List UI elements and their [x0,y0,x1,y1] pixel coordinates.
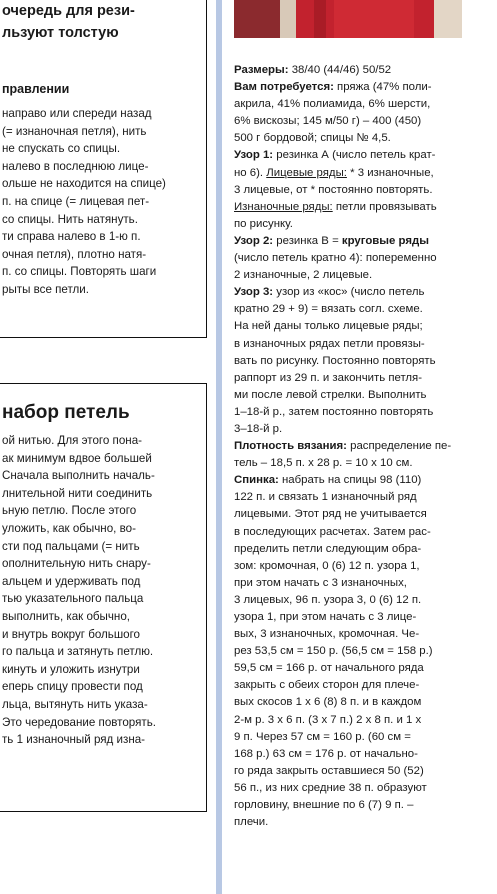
sizes-line: Размеры: 38/40 (44/46) 50/52 [234,64,392,76]
text-line: тель – 18,5 п. х 28 р. = 10 х 10 см. [234,457,413,470]
text-line: ьную петлю. После этого [2,504,137,518]
text-line: ой нитью. Для этого пона- [2,434,142,447]
text-line: го ряда закрыть оставшиеся 50 (52) [234,764,424,777]
text-line: п. на спице (= лицевая пет- [2,194,150,208]
text-line: не спускать со спицы. [2,142,121,156]
text-line: в изнаночных рядах петли провязы- [234,337,425,350]
text-line: (= изнаночная петля), нить [2,124,147,138]
text-line: ти справа налево в 1-ю п. [2,230,141,244]
text-line: (число петель кратно 4): попеременно [234,252,437,265]
text-line: 500 г бордовой; спицы № 4,5. [234,132,391,145]
text-line: 9 п. Через 57 см = 160 р. (60 см = [234,730,411,743]
text-line: акрила, 41% полиамида, 6% шерсти, [234,98,431,111]
box-body-top [2,105,166,299]
text-line: 56 п., из них средние 38 п. образуют [234,781,427,794]
text-line: го пальца и затянуть петлю. [2,645,154,659]
text-line: 3 лицевых, 96 п. узора 3, 0 (6) 12 п. [234,593,422,606]
materials-line: Вам потребуется: пряжа (47% поли- [234,81,432,94]
text-line: вать по рисунку. Постоянно повторять [234,354,436,367]
text-line: 122 п. и связать 1 изнаночный ряд [234,491,417,504]
text-line: закрыть с обеих сторон для плече- [234,679,420,692]
instructions-box-bottom [0,383,207,812]
text-line: и внутрь вокруг большого [2,627,140,641]
text-line: со спицы. Нить натянуть. [2,212,138,226]
instructions-box-top [0,0,207,338]
text-line: зом: кромочная, 0 (6) 12 п. узора 1, [234,559,420,572]
text-line: ополнительную нить снару- [2,557,151,571]
text-line: ак минимум вдвое большей [2,451,152,465]
text-line: раппорт из 29 п. и закончить петля- [234,371,423,384]
box-subheading: правлении [2,82,70,96]
text-line: кинуть и уложить изнутри [2,662,140,676]
box-heading-line2: льзуют толстую [2,25,119,41]
text-line: пределить петли следующим обра- [234,542,422,555]
text-line: еперь спицу провести под [2,680,143,694]
text-line: Это чередование повторять. [2,715,156,729]
text-line: альцем и удерживать под [2,574,141,588]
text-line: в последующих расчетах. Затем рас- [234,525,431,538]
text-line: ть 1 изнаночный ряд изна- [2,733,146,747]
text-line: кратно 29 + 9) = вязать согл. схеме. [234,303,423,316]
text-line: п. со спицы. Повторять шаги [2,265,157,279]
text-line: при этом начать с 3 изнаночных, [234,576,407,589]
text-line: 2-м р. 3 х 6 п. (3 х 7 п.) 2 х 8 п. и 1 х [234,713,422,726]
text-line: очная петля), плотно натя- [2,247,147,261]
text-line: Сначала выполнить началь- [2,469,155,483]
pattern1-line: Узор 1: резинка А (число петель крат- [234,149,436,162]
text-line: рыты все петли. [2,282,89,296]
text-line: На ней даны только лицевые ряды; [234,320,423,333]
column-divider-bar [216,0,222,894]
text-line: 59,5 см = 166 р. от начального ряда [234,662,424,675]
text-line: ольше не находится на спице) [2,177,166,191]
text-line: по рисунку. [234,217,293,230]
text-line: 3 лицевые, от * постоянно повторять. [234,183,433,196]
text-line: 2 изнаночные, 2 лицевые. [234,269,373,282]
pattern2-line: Узор 2: резинка В = круговые ряды [234,234,429,247]
pattern3-line: Узор 3: узор из «кос» (число петель [234,286,425,299]
text-line: рез 53,5 см = 150 р. (56,5 см = 158 р.) [234,645,433,658]
text-line: направо или спереди назад [2,107,152,120]
text-line: сти под пальцами (= нить [2,539,140,553]
text-line: вых скосов 1 х 6 (8) 8 п. и в каждом [234,696,422,709]
text-line: 1–18-й р., затем постоянно повторять [234,405,434,418]
back-line: Спинка: набрать на спицы 98 (110) [234,474,422,487]
text-line: 6% вискозы; 145 м/50 г) – 400 (450) [234,115,422,128]
text-line: тью указательного пальца [2,592,144,606]
text-line: уложить, как обычно, во- [2,521,136,535]
text-line: вых, 3 изнаночных, кромочная. Че- [234,628,420,641]
text-line: горловину, внешние по 6 (7) 9 п. – [234,799,414,812]
text-line: Изнаночные ряды: петли провязывать [234,200,437,213]
text-line: лнительной нити соединить [2,486,153,500]
text-line: но 6). Лицевые ряды: * 3 изнаночные, [234,166,434,179]
garment-photo [234,0,462,38]
text-line: 3–18-й р. [234,422,283,435]
text-line: льца, вытянуть нить указа- [2,697,148,711]
text-line: плечи. [234,816,269,829]
text-line: лицевыми. Этот ряд не учитывается [234,508,427,521]
pattern-instructions [234,62,466,831]
box-body-bottom [2,432,156,749]
density-line: Плотность вязания: распределение пе- [234,440,452,453]
box-title: набор петель [2,402,130,423]
text-line: налево в последнюю лице- [2,159,149,173]
box-heading-line1: очередь для рези- [2,3,135,19]
text-line: узора 1, при этом начать с 3 лице- [234,611,417,623]
text-line: выполнить, как обычно, [2,609,131,623]
text-line: 168 р.) 63 см = 176 р. от начально- [234,747,418,760]
text-line: ми после левой стрелки. Выполнить [234,388,427,401]
